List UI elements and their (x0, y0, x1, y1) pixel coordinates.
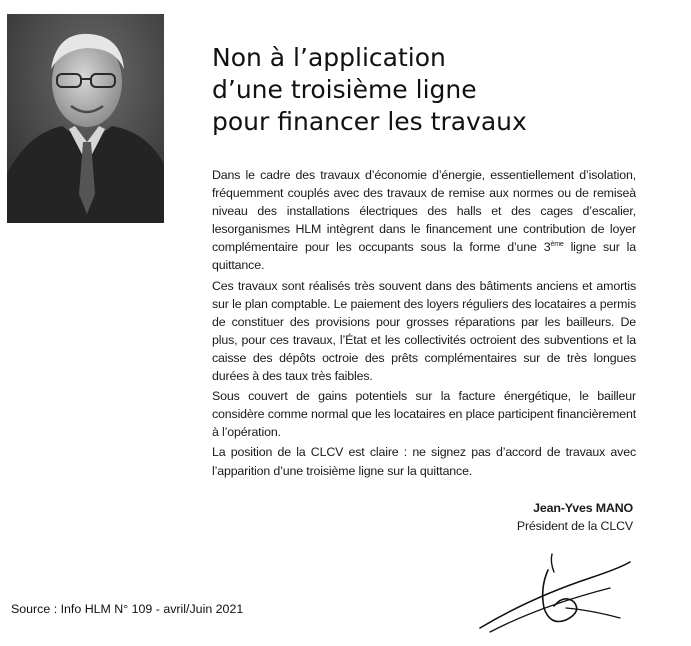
source-citation: Source : Info HLM N° 109 - avril/Juin 2021 (11, 602, 244, 616)
paragraph-3: Sous couvert de gains potentiels sur la facture énergétique, le bailleur considère comme normal que les locataires en place participent financièrement à l’opération. (212, 389, 636, 440)
ordinal-superscript: ème (550, 241, 564, 249)
paragraph-1-end: ligne sur la quittance. (212, 240, 637, 273)
article-title (212, 42, 652, 138)
paragraph-2: Ces travaux sont réalisés très souvent dans des bâtiments anciens et amortis sur le plan comptable. Le paiement des loyers réguliers des locataires a permis de constituer des provisions pour grosses réparations par les bailleurs. De plus, pour ces travaux, l’État et les collectivités octroient des subventions et la caisse des dépôts octroie des prêts complémentaires sur de très longues durées à des taux très faibles. (212, 278, 636, 384)
portrait-illustration (7, 14, 164, 223)
article-body (212, 166, 636, 482)
paragraph-1-text: Dans le cadre des travaux d’économie d’énergie, essentiellement d’isolation, fréquemment couplés avec des travaux de remise aux normes ou de remiseà niveau des installations électriques des halls et des cages d’escalier, lesorganismes HLM intègrent dans le financement une contribution de loyer complémentaire pour les occupants sous la forme d’une 3 (212, 168, 636, 255)
title-line-1: Non à l’application (212, 43, 446, 72)
title-line-2: d’une troisième ligne (212, 75, 477, 104)
signature-name: Jean-Yves MANO (533, 501, 633, 515)
title-line-3: pour financer les travaux (212, 107, 527, 136)
author-portrait-photo (7, 14, 164, 223)
paragraph-1 (212, 166, 636, 275)
signature-role: Président de la CLCV (516, 519, 633, 533)
paragraph-4: La position de la CLCV est claire : ne signez pas d’accord de travaux avec l’apparition d’une troisième ligne sur la quittance. (212, 445, 636, 478)
handwritten-signature (470, 548, 640, 638)
